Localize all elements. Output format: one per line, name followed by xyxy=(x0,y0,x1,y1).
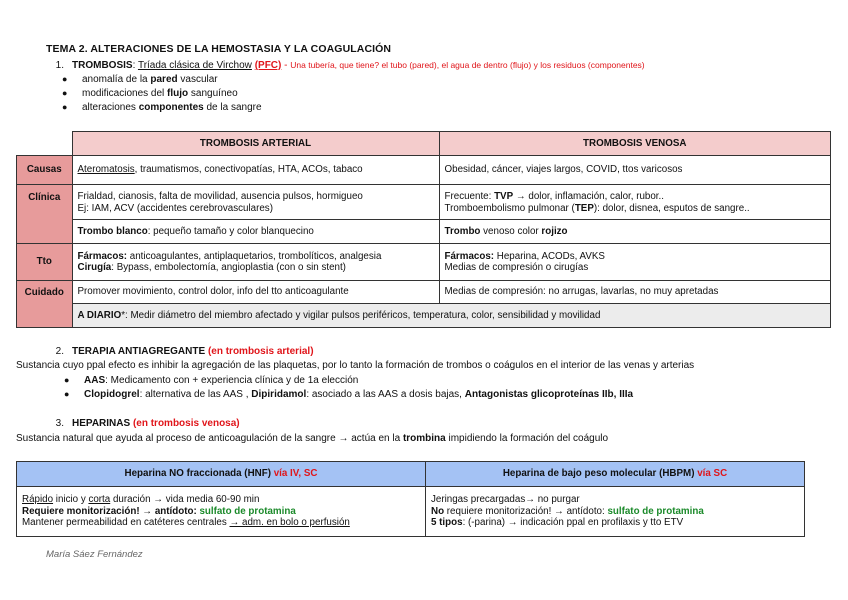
header-venosa: TROMBOSIS VENOSA xyxy=(439,132,831,156)
cell: Obesidad, cáncer, viajes largos, COVID, ttos varicosos xyxy=(439,156,831,185)
row-label-tto: Tto xyxy=(17,244,73,281)
header-arterial: TROMBOSIS ARTERIAL xyxy=(72,132,439,156)
author: María Sáez Fernández xyxy=(46,549,143,560)
table-row xyxy=(17,220,831,244)
section-2-description: Sustancia cuyo ppal efecto es inhibir la agregación de las plaquetas, por lo tanto la formación de trombos o coágulos en el interior de las venas y arterias xyxy=(16,360,695,371)
table-row xyxy=(17,185,831,220)
row-label-cuidado: Cuidado xyxy=(17,281,73,328)
cell: Frecuente: TVP → dolor, inflamación, calor, rubor.. Tromboembolismo pulmonar (TEP): dolor, disnea, esputos de sangre.. xyxy=(439,185,831,220)
section-3-description: Sustancia natural que ayuda al proceso de anticoagulación de la sangre → actúa en la trombina impidiendo la formación del coágulo xyxy=(16,433,609,444)
cell: Fármacos: anticoagulantes, antiplaquetarios, trombolíticos, analgesia Cirugía: Bypass, embolectomía, angioplastia (con o sin stent) xyxy=(72,244,439,281)
cell: Fármacos: Heparina, ACODs, AVKS Medias de compresión o cirugías xyxy=(439,244,831,281)
table-row xyxy=(17,281,831,304)
list-item: ● AAS: Medicamento con + experiencia clínica y de 1a elección xyxy=(64,375,359,386)
cell-hnf: Rápido inicio y corta duración → vida media 60-90 min Requiere monitorización! → antídoto: sulfato de protamina Mantener permeabilidad en catéteres centrales → adm. en bolo o perfusión xyxy=(17,487,426,537)
heparin-table xyxy=(16,461,805,537)
cell: Frialdad, cianosis, falta de movilidad, ausencia pulsos, hormigueo Ej: IAM, ACV (accidentes cerebrovasculares) xyxy=(72,185,439,220)
cell: Promover movimiento, control dolor, info del tto anticoagulante xyxy=(72,281,439,304)
table-row xyxy=(17,244,831,281)
thrombosis-table xyxy=(16,131,831,328)
section-3-heading: 3. HEPARINAS (en trombosis venosa) xyxy=(55,418,240,429)
cell-hbpm: Jeringas precargadas→ no purgar No requiere monitorización! → antídoto: sulfato de protamina 5 tipos: (-parina) → indicación ppal en profilaxis y tto ETV xyxy=(426,487,805,537)
cell: Trombo venoso color rojizo xyxy=(439,220,831,244)
virchow-note: Una tubería, que tiene? el tubo (pared), el agua de dentro (flujo) y los residuos (componentes) xyxy=(290,60,645,70)
cell: Medias de compresión: no arrugas, lavarlas, no muy apretadas xyxy=(439,281,831,304)
header-hbpm: Heparina de bajo peso molecular (HBPM) vía SC xyxy=(426,462,805,487)
header-hnf: Heparina NO fraccionada (HNF) vía IV, SC xyxy=(17,462,426,487)
list-item: ● anomalía de la pared vascular xyxy=(62,74,218,85)
list-item: ● Clopidogrel: alternativa de las AAS , Dipiridamol: asociado a las AAS a dosis bajas, Antagonistas glicoproteínas IIb, IIIa xyxy=(64,389,634,400)
cell-diario: A DIARIO*: Medir diámetro del miembro afectado y vigilar pulsos periféricos, temperatura, color, sensibilidad y movilidad xyxy=(72,304,831,328)
table-row xyxy=(17,487,805,537)
row-label-causas: Causas xyxy=(17,156,73,185)
table-row xyxy=(17,304,831,328)
table-row xyxy=(17,156,831,185)
list-item: ● alteraciones componentes de la sangre xyxy=(62,102,262,113)
row-label-clinica: Clínica xyxy=(17,185,73,244)
list-item: ● modificaciones del flujo sanguíneo xyxy=(62,88,238,99)
cell: Trombo blanco: pequeño tamaño y color blanquecino xyxy=(72,220,439,244)
section-2-heading: 2. TERAPIA ANTIAGREGANTE (en trombosis arterial) xyxy=(55,346,314,357)
section-1-heading: 1. TROMBOSIS: Tríada clásica de Virchow (PFC) - Una tubería, que tiene? el tubo (pared), el agua de dentro (flujo) y los residuos (componentes) xyxy=(55,60,645,71)
cell: Ateromatosis, traumatismos, conectivopatías, HTA, ACOs, tabaco xyxy=(72,156,439,185)
page-title: TEMA 2. ALTERACIONES DE LA HEMOSTASIA Y LA COAGULACIÓN xyxy=(46,43,392,55)
